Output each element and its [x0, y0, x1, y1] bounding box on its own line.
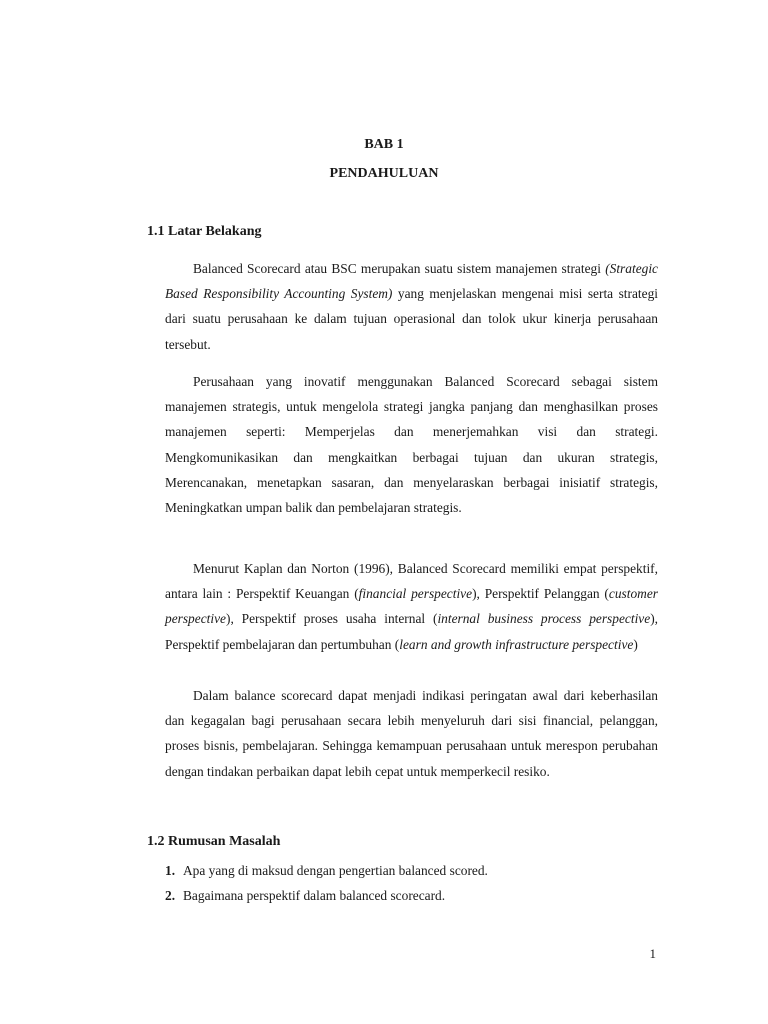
list-item-text: Bagaimana perspektif dalam balanced scorecard.: [183, 888, 446, 903]
paragraph-italic-text: customer perspective: [165, 586, 658, 627]
section-heading-rumusan-masalah: 1.2 Rumusan Masalah: [147, 834, 281, 849]
paragraph-text: ), Perspektif proses usaha internal (: [225, 611, 438, 627]
chapter-title: PENDAHULUAN: [329, 166, 439, 181]
paragraph-kaplan-norton: [165, 556, 658, 657]
chapter-number: BAB 1: [364, 137, 404, 152]
problem-statement-list: [165, 858, 658, 908]
paragraph-text: ), Perspektif pembelajaran dan pertumbuhan (: [165, 611, 658, 652]
list-item: [165, 858, 658, 883]
paragraph-italic-text: financial perspective: [358, 586, 473, 602]
paragraph-bsc-definition: [165, 256, 658, 357]
paragraph-italic-text: (Strategic Based Responsibility Accounting System): [165, 261, 658, 302]
paragraph-text: ), Perspektif Pelanggan (: [472, 586, 609, 602]
list-item-number: 2.: [165, 888, 176, 903]
paragraph-innovative-company: Perusahaan yang inovatif menggunakan Balanced Scorecard sebagai sistem manajemen strategis, untuk mengelola strategi jangka panjang dan menghasilkan proses manajemen seperti: Memperjelas dan menerjemahkan visi dan strategi. Mengkomunikasikan dan mengkaitkan berbagai tujuan dan ukuran strategis, Merencanakan, menetapkan sasaran, dan menyelaraskan berbagai inisiatif strategis, Meningkatkan umpan balik dan pembelajaran strategis.: [165, 374, 658, 516]
paragraph-text: Balanced Scorecard atau BSC merupakan suatu sistem manajemen strategi: [193, 261, 606, 276]
paragraph-text: yang menjelaskan mengenai misi serta strategi dari suatu perusahaan ke dalam tujuan operasional dan tolok ukur kinerja perusahaan tersebut.: [165, 286, 658, 352]
list-item: [165, 883, 658, 908]
paragraph-text: ): [633, 636, 638, 652]
paragraph-early-warning: Dalam balance scorecard dapat menjadi indikasi peringatan awal dari keberhasilan dan kegagalan bagi perusahaan secara lebih menyeluruh dari sisi financial, pelanggan, proses bisnis, pembelajaran. Sehingga kemampuan perusahaan untuk merespon perubahan dengan tindakan perbaikan dapat lebih cepat untuk memperkecil resiko.: [165, 688, 658, 779]
list-item-text: Apa yang di maksud dengan pengertian balanced scored.: [183, 863, 488, 878]
list-item-number: 1.: [165, 863, 176, 878]
paragraph-text: Menurut Kaplan dan Norton (1996), Balanced Scorecard memiliki empat perspektif, antara lain : Perspektif Keuangan (: [165, 561, 658, 602]
paragraph-italic-text: internal business process perspective: [437, 611, 651, 627]
section-heading-latar-belakang: 1.1 Latar Belakang: [147, 224, 262, 239]
page-number: 1: [649, 946, 656, 961]
paragraph-italic-text: learn and growth infrastructure perspective: [399, 636, 634, 652]
